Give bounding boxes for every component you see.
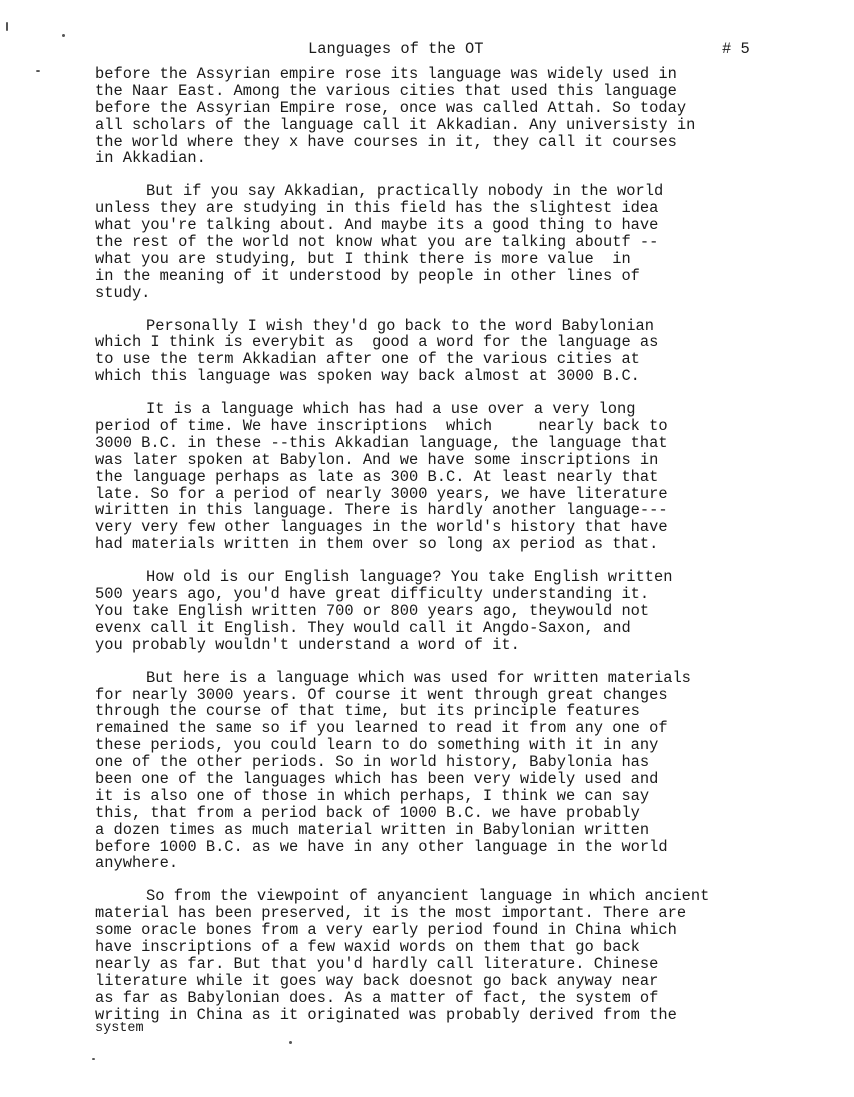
text-line: very very few other languages in the world's history that have bbox=[95, 518, 668, 537]
scan-speck bbox=[62, 34, 65, 37]
text-line: remained the same so if you learned to read it from any one of bbox=[95, 719, 668, 738]
text-line: had materials written in them over so long ax period as that. bbox=[95, 535, 659, 554]
text-line: the world where they x have courses in it, they call it courses bbox=[95, 132, 677, 151]
paragraph bbox=[95, 569, 835, 653]
text-line: what you are studying, but I think there is more value in bbox=[95, 249, 631, 268]
text-line: the Naar East. Among the various cities that used this language bbox=[95, 81, 677, 100]
text-line: But here is a language which was used for written materials bbox=[146, 668, 691, 687]
text-line: writing in China as it originated was probably derived from the bbox=[95, 1005, 677, 1024]
text-line: you probably wouldn't understand a word of it. bbox=[95, 635, 520, 654]
text-line: been one of the languages which has been very widely used and bbox=[95, 769, 659, 788]
text-line: 3000 B.C. in these --this Akkadian language, the language that bbox=[95, 433, 668, 452]
text-line: material has been preserved, it is the most important. There are bbox=[95, 904, 687, 923]
text-line: So from the viewpoint of anyancient language in which ancient bbox=[146, 887, 710, 906]
text-line: period of time. We have inscriptions which nearly back to bbox=[95, 417, 668, 436]
text-line: 500 years ago, you'd have great difficulty understanding it. bbox=[95, 585, 650, 604]
paragraph bbox=[95, 670, 835, 873]
text-line: one of the other periods. So in world history, Babylonia has bbox=[95, 753, 650, 772]
text-line: anywhere. bbox=[95, 854, 179, 873]
text-line: It is a language which has had a use over a very long bbox=[146, 400, 636, 419]
text-line: have inscriptions of a few waxid words on them that go back bbox=[95, 937, 640, 956]
paragraph bbox=[95, 401, 835, 553]
text-line: unless they are studying in this field has the slightest idea bbox=[95, 199, 659, 218]
text-line: in Akkadian. bbox=[95, 149, 206, 168]
text-line: some oracle bones from a very early period found in China which bbox=[95, 921, 677, 940]
document-body bbox=[95, 66, 835, 1050]
text-line: You take English written 700 or 800 years ago, theywould not bbox=[95, 601, 650, 620]
text-line: this, that from a period back of 1000 B.C. we have probably bbox=[95, 803, 640, 822]
page-number: # 5 bbox=[722, 40, 750, 58]
text-line: But if you say Akkadian, practically nobody in the world bbox=[146, 182, 664, 201]
text-line: which this language was spoken way back almost at 3000 B.C. bbox=[95, 367, 640, 386]
text-line: to use the term Akkadian after one of the various cities at bbox=[95, 350, 640, 369]
text-line: through the course of that time, but its principle features bbox=[95, 702, 640, 721]
scan-speck bbox=[36, 70, 40, 72]
paragraph bbox=[95, 66, 835, 167]
text-line: before the Assyrian Empire rose, once was called Attah. So today bbox=[95, 98, 687, 117]
text-line: in the meaning of it understood by people in other lines of bbox=[95, 266, 640, 285]
paragraph bbox=[95, 183, 835, 301]
text-line: wiritten in this language. There is hardly another language--- bbox=[95, 501, 668, 520]
text-line: How old is our English language? You take English written bbox=[146, 568, 673, 587]
text-line: all scholars of the language call it Akkadian. Any universisty in bbox=[95, 115, 696, 134]
text-line: for nearly 3000 years. Of course it went through great changes bbox=[95, 685, 668, 704]
text-line: a dozen times as much material written in Babylonian written bbox=[95, 820, 650, 839]
text-line: literature while it goes way back doesnot go back anyway near bbox=[95, 971, 659, 990]
text-line: Personally I wish they'd go back to the word Babylonian bbox=[146, 316, 654, 335]
text-line: it is also one of those in which perhaps, I think we can say bbox=[95, 786, 650, 805]
document-title: Languages of the OT bbox=[308, 40, 484, 58]
paragraph bbox=[95, 318, 835, 386]
text-line: the language perhaps as late as 300 B.C. At least nearly that bbox=[95, 467, 659, 486]
text-line: nearly as far. But that you'd hardly call literature. Chinese bbox=[95, 954, 659, 973]
text-line: which I think is everybit as good a word for the language as bbox=[95, 333, 659, 352]
text-line: before 1000 B.C. as we have in any other language in the world bbox=[95, 837, 668, 856]
paragraph bbox=[95, 887, 835, 1037]
text-line: before the Assyrian empire rose its language was widely used in bbox=[95, 65, 677, 83]
scan-speck bbox=[6, 22, 8, 31]
text-line: was later spoken at Babylon. And we have some inscriptions in bbox=[95, 450, 659, 469]
text-line: study. bbox=[95, 283, 151, 302]
text-line: evenx call it English. They would call it Angdo-Saxon, and bbox=[95, 618, 631, 637]
text-line: these periods, you could learn to do something with it in any bbox=[95, 736, 659, 755]
text-line: as far as Babylonian does. As a matter of fact, the system of bbox=[95, 988, 659, 1007]
text-line: what you're talking about. And maybe its a good thing to have bbox=[95, 216, 659, 235]
text-line: the rest of the world not know what you are talking aboutf -- bbox=[95, 233, 659, 252]
text-line: system bbox=[95, 1021, 144, 1037]
text-line: late. So for a period of nearly 3000 years, we have literature bbox=[95, 484, 668, 503]
page-header bbox=[0, 39, 854, 59]
scan-speck bbox=[92, 1058, 95, 1060]
